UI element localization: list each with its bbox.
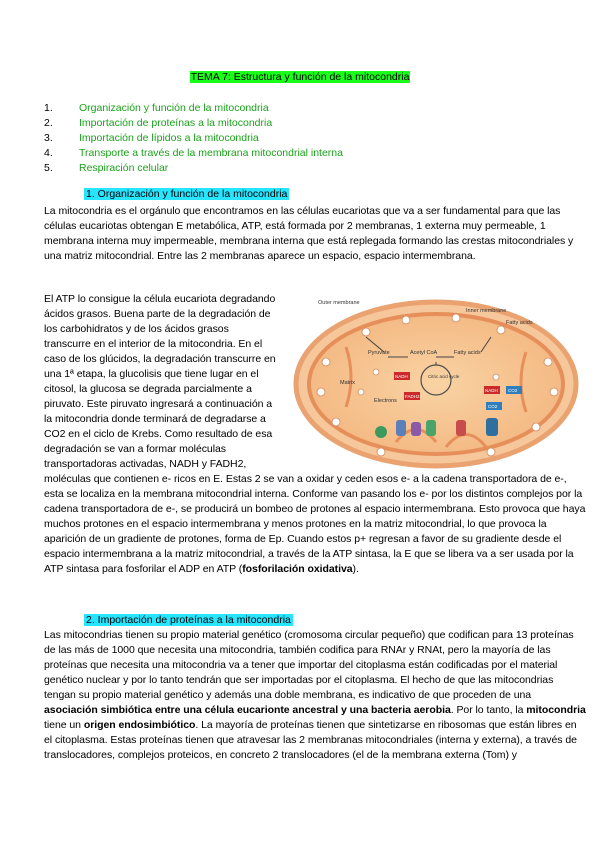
- toc-item: [44, 161, 343, 176]
- toc-item: [44, 101, 343, 116]
- diagram-label: CO2: [508, 388, 518, 393]
- section-1-paragraph-2-continued: [44, 472, 587, 577]
- paragraph-text: tiene un: [44, 719, 84, 731]
- toc-item: [44, 116, 343, 131]
- paragraph-text: moléculas que contienen e- ricos en E. Estas 2 se van a oxidar y ceden esos e- a la cadena transportadora de e-, esta se localiza en la membrana mitocondrial interna. Conforme van pasando los e- por los distintos complejos por la cadena transportadora de e-, se producirá un bombeo de protones al espacio intermembrana. Esto provoca que haya muchos protones en el espacio intermembrana y menos protones en la matriz mitocondrial, lo que provoca la aparición de un gradiente de protones, forma de Ep. Cuando estos p+ regresan a favor de su gradiente desde el espacio intermembrana a la matriz mitocondrial, a través de la ATP sintasa, la E que se libera va a ser usada por la ATP sintasa para fosforilar el ADP en ATP (: [44, 473, 586, 575]
- diagram-label: Fatty acids: [506, 320, 533, 326]
- diagram-label: Fatty acids: [454, 350, 481, 356]
- toc-number: 5.: [44, 162, 53, 174]
- paragraph-text: Las mitocondrias tienen su propio material genético (cromosoma circular pequeño) que codifican para 13 proteínas de las más de 1000 que necesita una mitocondria, también codifica para RNAr y RNAt, pero la mayoría de las proteínas que necesita una mitocondria va a tener que importar del citoplasma están codificadas por el material genético nuclear y por lo tanto tendrán que ser importadas por el citoplasma. El hecho de que las mitocondrias tengan su propio material genético y además una doble membrana, es indicativo de que proceden de una: [44, 629, 574, 701]
- bold-term: fosforilación oxidativa: [242, 563, 353, 575]
- toc-number: 1.: [44, 102, 53, 114]
- diagram-label: CO2: [488, 404, 498, 409]
- toc-number: 4.: [44, 147, 53, 159]
- diagram-label: Citric acid cycle: [428, 374, 460, 379]
- diagram-label: Outer membrane: [318, 300, 360, 306]
- diagram-label: Inner membrane: [466, 308, 507, 314]
- diagram-label: Acetyl CoA: [410, 350, 438, 356]
- mitochondria-diagram: [286, 292, 586, 475]
- toc-label: Transporte a través de la membrana mitocondrial interna: [79, 147, 343, 159]
- toc-label: Respiración celular: [79, 162, 169, 174]
- toc-item: [44, 131, 343, 146]
- toc-number: 3.: [44, 132, 53, 144]
- paragraph-text: ).: [352, 563, 359, 575]
- toc-label: Importación de proteínas a la mitocondria: [79, 117, 273, 129]
- paragraph-text: . Por lo tanto, la: [450, 704, 527, 716]
- toc-number: 2.: [44, 117, 53, 129]
- diagram-label: NADH: [395, 374, 408, 379]
- table-of-contents: [44, 101, 343, 176]
- bold-term: mitocondria: [526, 704, 586, 716]
- title-text: TEMA 7: Estructura y función de la mitocondria: [190, 71, 410, 83]
- diagram-label: NADH: [485, 388, 498, 393]
- diagram-label: Electrons: [374, 398, 397, 404]
- bold-term: origen endosimbiótico: [83, 719, 196, 731]
- diagram-label: Matrix: [340, 380, 355, 386]
- toc-label: Importación de lípidos a la mitocondria: [79, 132, 259, 144]
- diagram-label: Pyruvate: [368, 350, 390, 356]
- paragraph-text: . La mayoría de proteínas tienen que sintetizarse en ribosomas que están libres en el citoplasma. Estas proteínas tienen que atravesar las 2 membranas mitocondriales (interna y externa), a través de translocadores, complejos proteicos, en concreto 2 translocadores (el de la membrana externa (Tom) y: [44, 719, 577, 761]
- toc-label: Organización y función de la mitocondria: [79, 102, 269, 114]
- section-1-heading-text: 1. Organización y función de la mitocondria: [86, 188, 288, 200]
- toc-item: [44, 146, 343, 161]
- diagram-label: FADH2: [405, 394, 420, 399]
- section-2-paragraph: [44, 628, 587, 763]
- section-2-heading: [84, 614, 293, 627]
- section-1-heading: [84, 188, 289, 201]
- section-1-paragraph-1: La mitocondria es el orgánulo que encontramos en las células eucariotas que va a ser fundamental para que las células eucariotas obtengan E metabólica, ATP, está formada por 2 membranas, 1 externa muy permeable, 1 membrana interna muy impermeable, membrana interna que está replegada formando las crestas mitocondriales y una matriz mitocondrial. Entre las 2 membranas aparece un espacio, espacio intermembrana.: [44, 205, 574, 262]
- bold-term: asociación simbiótica entre una célula eucarionte ancestral y una bacteria aerobia: [44, 704, 451, 716]
- section-1-paragraph-2-wrapped: El ATP lo consigue la célula eucariota degradando ácidos grasos. Buena parte de la degradación de los carbohidratos y de los ácidos grasos transcurre en el interior de la mitocondria. En el caso de los glúcidos, la degradación transcurre en una 1ª etapa, la glucolisis que tiene lugar en el citosol, la glucosa se degrada parcialmente a piruvato. Este piruvato ingresará a continuación a la mitocondria donde terminará de degradarse a CO2 en el ciclo de Krebs. Como resultado de esa degradación se van a formar moléculas transportadoras activadas, NADH y FADH2,: [44, 293, 276, 470]
- document-title: [0, 71, 600, 84]
- section-2-heading-text: 2. Importación de proteínas a la mitocondria: [86, 614, 291, 626]
